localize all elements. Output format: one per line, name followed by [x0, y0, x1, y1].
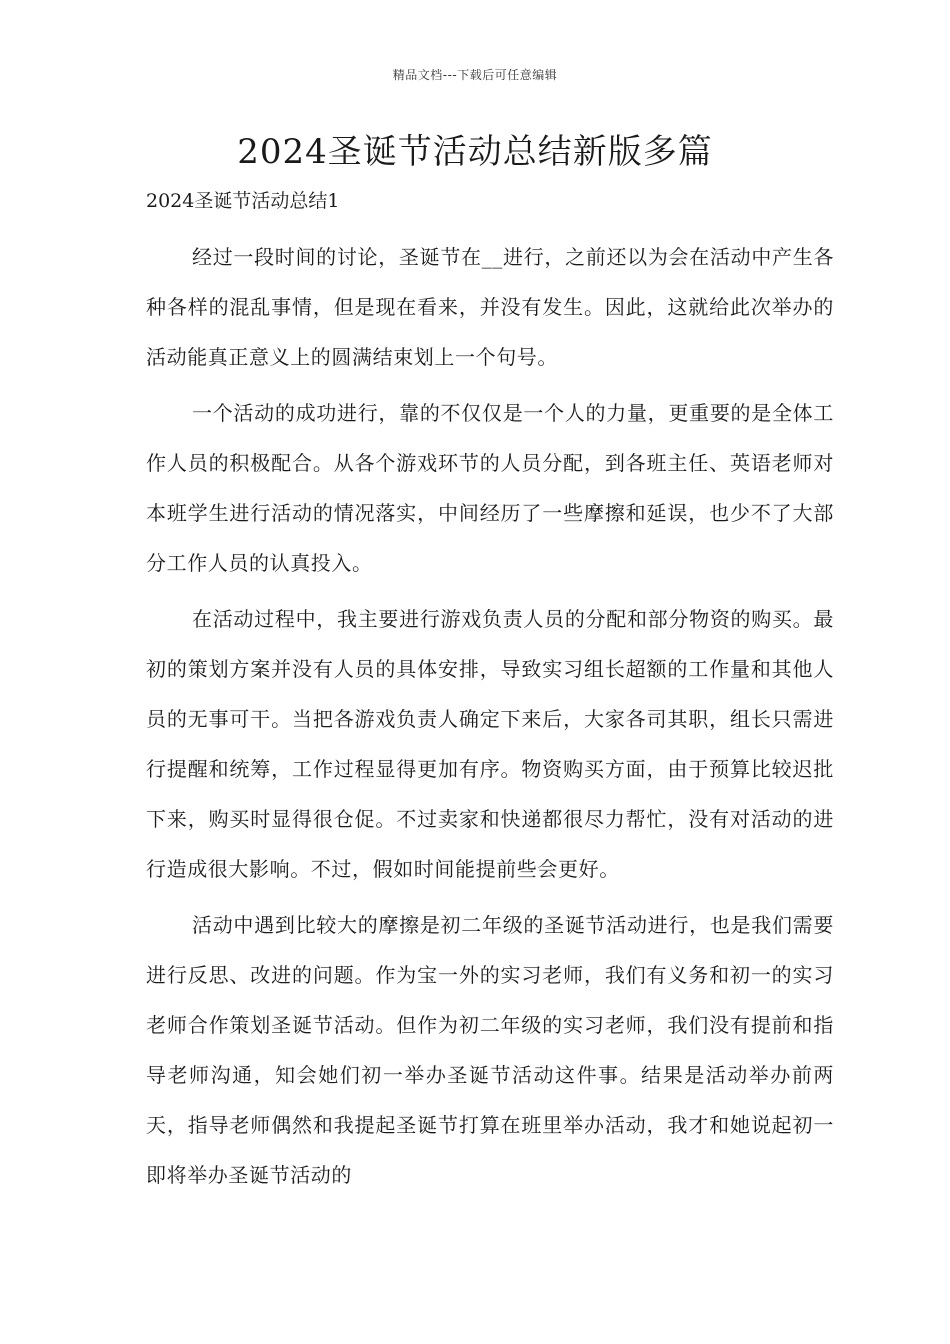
document-title: 2024圣诞节活动总结新版多篇 [237, 132, 713, 172]
paragraph-2: 一个活动的成功进行，靠的不仅仅是一个人的力量，更重要的是全体工作人员的积极配合。从各个游戏环节的人员分配，到各班主任、英语老师对本班学生进行活动的情况落实，中间经历了一些摩擦和延误，也少不了大部分工作人员的认真投入。 [146, 401, 834, 575]
section-heading: 2024圣诞节活动总结1 [146, 190, 340, 212]
paragraph-4: 活动中遇到比较大的摩擦是初二年级的圣诞节活动进行，也是我们需要进行反思、改进的问题。作为宝一外的实习老师，我们有义务和初一的实习老师合作策划圣诞节活动。但作为初二年级的实习老师，我们没有提前和指导老师沟通，知会她们初一举办圣诞节活动这件事。结果是活动举办前两天，指导老师偶然和我提起圣诞节打算在班里举办活动，我才和她说起初一即将举办圣诞节活动的 [146, 913, 834, 1187]
paragraph-3: 在活动过程中，我主要进行游戏负责人员的分配和部分物资的购买。最初的策划方案并没有人员的具体安排，导致实习组长超额的工作量和其他人员的无事可干。当把各游戏负责人确定下来后，大家各司其职，组长只需进行提醒和统筹，工作过程显得更加有序。物资购买方面，由于预算比较迟批下来，购买时显得很仓促。不过卖家和快递都很尽力帮忙，没有对活动的进行造成很大影响。不过，假如时间能提前些会更好。 [146, 607, 834, 881]
document-body [146, 232, 834, 1206]
page-header-note: 精品文档---下载后可任意编辑 [392, 68, 558, 82]
paragraph-1: 经过一段时间的讨论，圣诞节在__进行，之前还以为会在活动中产生各种各样的混乱事情，但是现在看来，并没有发生。因此，这就给此次举办的活动能真正意义上的圆满结束划上一个句号。 [146, 245, 834, 369]
